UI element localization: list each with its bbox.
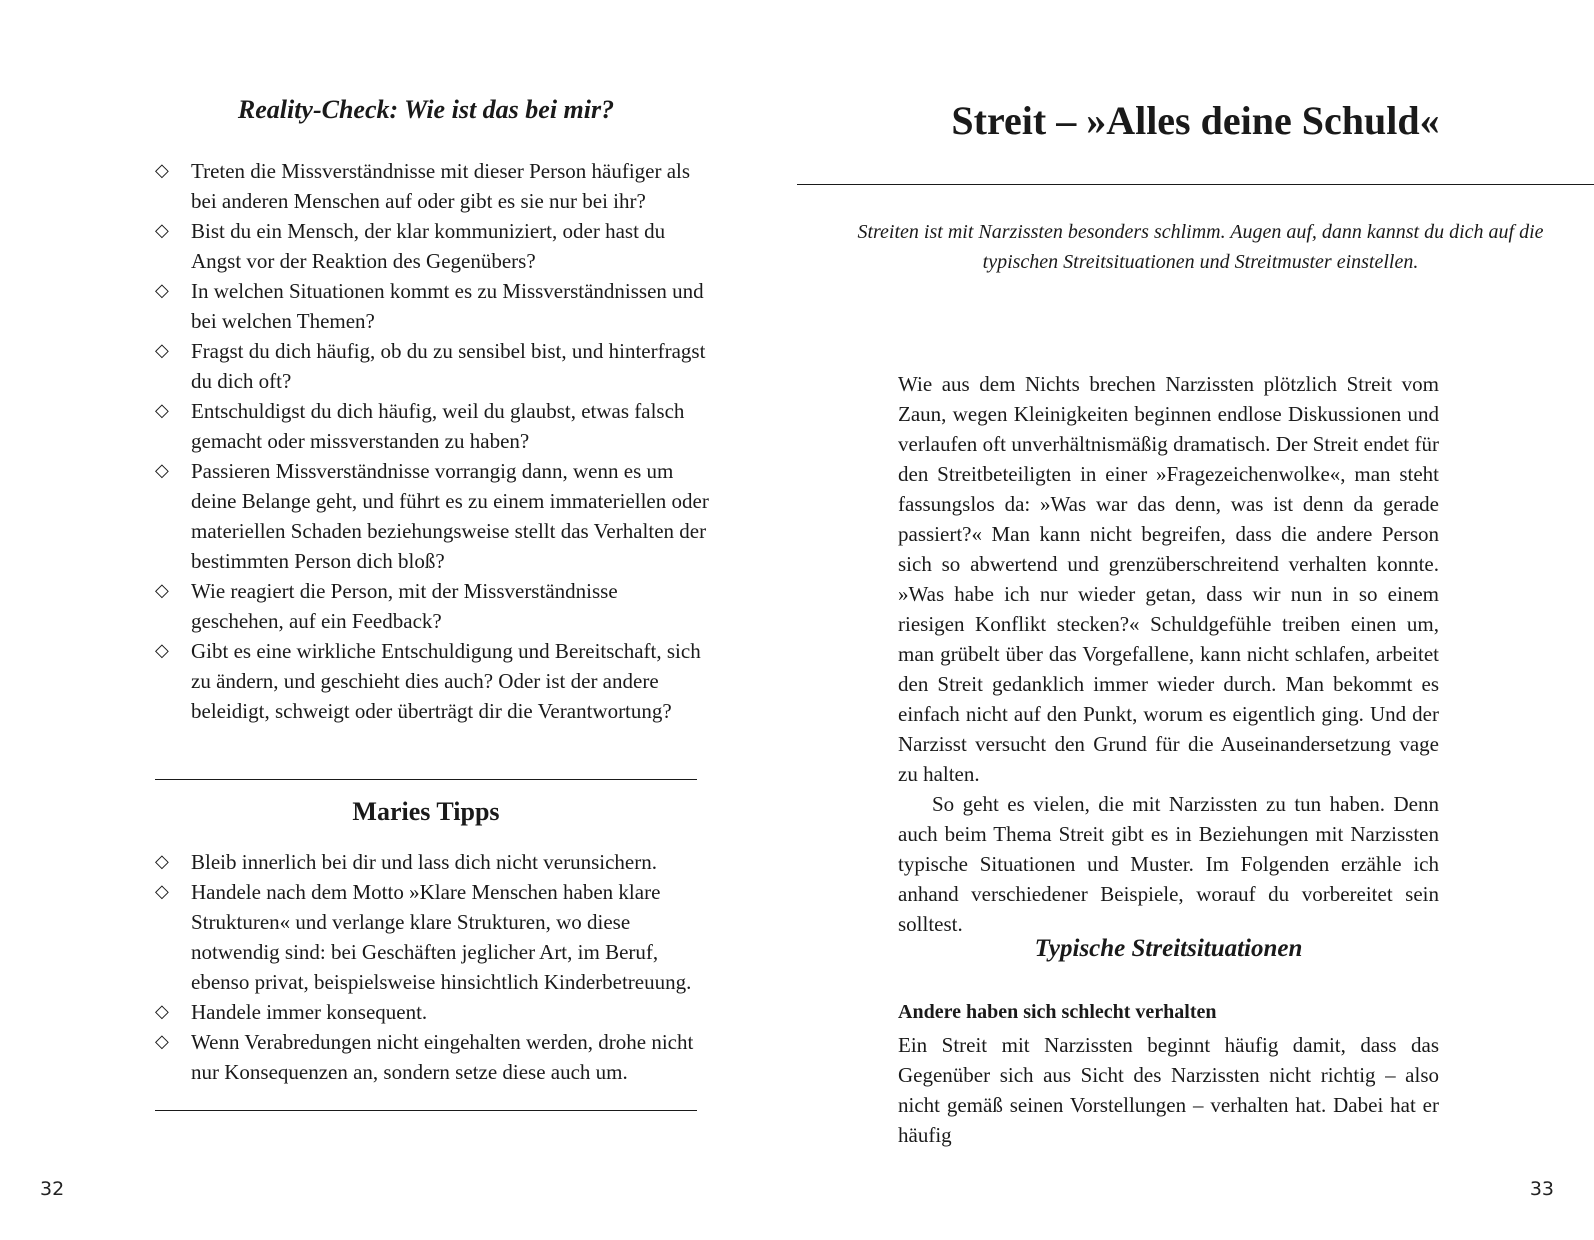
diamond-bullet-icon: ◇ xyxy=(155,640,169,661)
list-item: ◇ Entschuldigst du dich häufig, weil du glaubst, etwas falsch gemacht oder missverstanden zu haben? xyxy=(155,396,715,456)
list-item: ◇ Passieren Missverständnisse vorrangig dann, wenn es um deine Belange geht, und führt es zu einem immateriellen oder materiellen Schaden beziehungsweise stellt das Verhalten der bestimmten Person dich bloß? xyxy=(155,456,715,576)
diamond-bullet-icon: ◇ xyxy=(155,400,169,421)
list-item: ◇ Bleib innerlich bei dir und lass dich nicht verunsichern. xyxy=(155,847,715,877)
sub-heading: Andere haben sich schlecht verhalten xyxy=(898,1001,1217,1023)
diamond-bullet-icon: ◇ xyxy=(155,340,169,361)
diamond-bullet-icon: ◇ xyxy=(155,160,169,181)
chapter-title-divider xyxy=(797,184,1594,185)
reality-check-list xyxy=(155,156,715,726)
chapter-body xyxy=(898,369,1439,939)
tips-bottom-divider xyxy=(155,1110,697,1111)
chapter-title: Streit – »Alles deine Schuld« xyxy=(951,98,1440,143)
body-paragraph: So geht es vielen, die mit Narzissten zu tun haben. Denn auch beim Thema Streit gibt es in Beziehungen mit Narzissten typische Situationen und Muster. Im Folgenden erzähle ich anhand verschiedener Beispiele, worauf du vorbereitet sein solltest. xyxy=(898,792,1439,936)
diamond-bullet-icon: ◇ xyxy=(155,1031,169,1052)
right-page xyxy=(797,0,1594,1240)
list-item: ◇ In welchen Situationen kommt es zu Missverständnissen und bei welchen Themen? xyxy=(155,276,715,336)
list-item: ◇ Bist du ein Mensch, der klar kommuniziert, oder hast du Angst vor der Reaktion des Gegenübers? xyxy=(155,216,715,276)
page-number-right: 33 xyxy=(1529,1178,1554,1200)
page-number-left: 32 xyxy=(40,1178,65,1200)
tips-top-divider xyxy=(155,779,697,780)
diamond-bullet-icon: ◇ xyxy=(155,280,169,301)
diamond-bullet-icon: ◇ xyxy=(155,851,169,872)
list-item: ◇ Handele nach dem Motto »Klare Menschen haben klare Strukturen« und verlange klare Strukturen, wo diese notwendig sind: bei Geschäften jeglicher Art, im Beruf, ebenso privat, beispielsweise hinsichtlich Kinderbetreuung. xyxy=(155,877,715,997)
list-item: ◇ Wie reagiert die Person, mit der Missverständnisse geschehen, auf ein Feedback? xyxy=(155,576,715,636)
diamond-bullet-icon: ◇ xyxy=(155,881,169,902)
diamond-bullet-icon: ◇ xyxy=(155,580,169,601)
list-item: ◇ Wenn Verabredungen nicht eingehalten werden, drohe nicht nur Konsequenzen an, sondern setze diese auch um. xyxy=(155,1027,715,1087)
chapter-intro: Streiten ist mit Narzissten besonders schlimm. Augen auf, dann kannst du dich auf die typischen Streitsituationen und Streitmuster einstellen. xyxy=(857,221,1544,273)
section-heading: Typische Streitsituationen xyxy=(1034,935,1303,962)
diamond-bullet-icon: ◇ xyxy=(155,220,169,241)
diamond-bullet-icon: ◇ xyxy=(155,1001,169,1022)
body-paragraph: Ein Streit mit Narzissten beginnt häufig damit, dass das Gegenüber sich aus Sicht des Narzissten nicht richtig – also nicht gemäß seinen Vorstellungen – verhalten hat. Dabei hat er häufig xyxy=(898,1033,1439,1147)
list-item: ◇ Treten die Missverständnisse mit dieser Person häufiger als bei anderen Menschen auf oder gibt es sie nur bei ihr? xyxy=(155,156,715,216)
sub-section-body xyxy=(898,1030,1439,1150)
list-item: ◇ Handele immer konsequent. xyxy=(155,997,715,1027)
reality-check-heading: Reality-Check: Wie ist das bei mir? xyxy=(237,95,615,124)
body-paragraph: Wie aus dem Nichts brechen Narzissten plötzlich Streit vom Zaun, wegen Kleinigkeiten beginnen endlose Diskussionen und verlaufen oft unverhältnismäßig dramatisch. Der Streit endet für den Streitbeteiligten in einer »Fragezeichenwolke«, man steht fassungslos da: »Was war das denn, was ist denn da gerade passiert?« Man kann nicht begreifen, dass die andere Person sich so abwertend und grenzüberschreitend verhalten konnte. »Was habe ich nur wieder getan, dass wir nun in so einem riesigen Konflikt stecken?« Schuldgefühle treiben einen um, man grübelt über das Vorgefallene, kann nicht schlafen, arbeitet den Streit gedanklich immer wieder durch. Man bekommt es einfach nicht auf den Punkt, worum es eigentlich ging. Und der Narzisst versucht den Grund für die Auseinandersetzung vage zu halten. xyxy=(898,372,1439,786)
tips-heading: Maries Tipps xyxy=(352,797,500,826)
list-item: ◇ Gibt es eine wirkliche Entschuldigung und Bereitschaft, sich zu ändern, und geschieht dies auch? Oder ist der andere beleidigt, schweigt oder überträgt dir die Verantwortung? xyxy=(155,636,715,726)
tips-list xyxy=(155,847,715,1087)
diamond-bullet-icon: ◇ xyxy=(155,460,169,481)
list-item: ◇ Fragst du dich häufig, ob du zu sensibel bist, und hinterfragst du dich oft? xyxy=(155,336,715,396)
